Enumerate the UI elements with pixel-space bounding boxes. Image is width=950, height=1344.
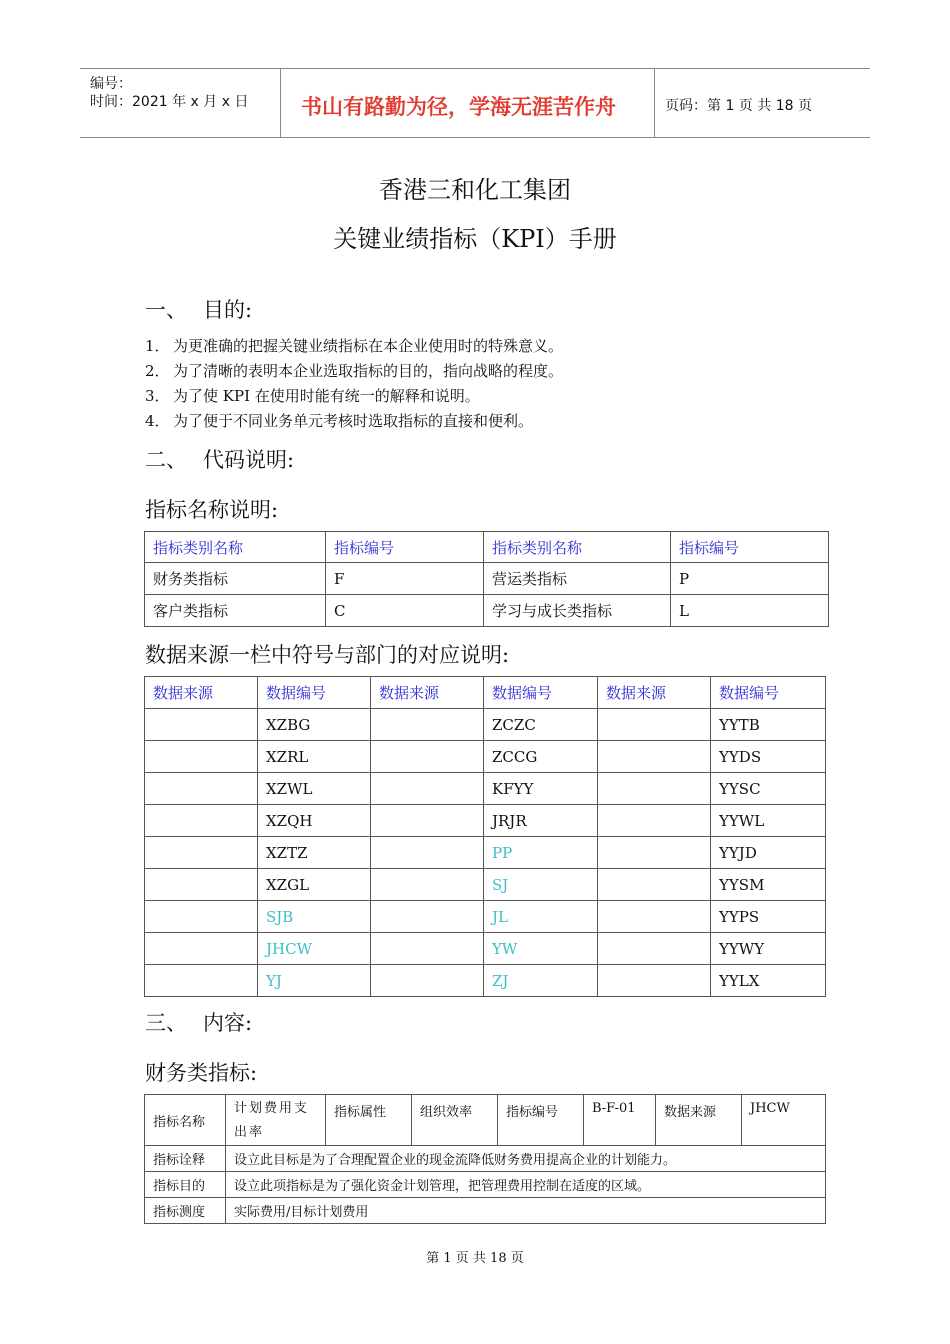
section-1-number: 一、 xyxy=(145,298,187,322)
data-code: JHCW xyxy=(258,933,371,965)
table-row xyxy=(145,1095,826,1146)
section-1-heading xyxy=(145,294,252,324)
data-code: YYWL xyxy=(711,805,826,837)
data-code: YYLX xyxy=(711,965,826,997)
data-code: YYPS xyxy=(711,901,826,933)
section-2-heading xyxy=(145,444,294,474)
row-label: 指标目的 xyxy=(145,1172,226,1198)
header-meta-cell xyxy=(80,69,281,137)
data-code: XZRL xyxy=(258,741,371,773)
purpose-item: 4． 为了便于不同业务单元考核时选取指标的直接和便利。 xyxy=(145,412,534,430)
section-2-number: 二、 xyxy=(145,448,187,472)
data-code: YYSC xyxy=(711,773,826,805)
table-header-row xyxy=(145,532,829,563)
page-footer: 第 1 页 共 18 页 xyxy=(426,1251,524,1266)
indicator-name-label: 指标名称 xyxy=(145,1095,226,1146)
table-cell: L xyxy=(671,595,829,627)
data-code: XZGL xyxy=(258,869,371,901)
table-row xyxy=(145,709,826,741)
data-code: ZCCG xyxy=(484,741,598,773)
doc-title-company: 香港三和化工集团 xyxy=(379,176,571,204)
table-row xyxy=(145,1146,826,1172)
data-code: YJ xyxy=(258,965,371,997)
table-cell: P xyxy=(671,563,829,595)
table-row xyxy=(145,773,826,805)
table-header-cell: 指标类别名称 xyxy=(484,532,671,563)
data-source-table xyxy=(144,676,826,997)
indicator-source-label: 数据来源 xyxy=(656,1095,742,1146)
data-code: YYSM xyxy=(711,869,826,901)
table-header-row xyxy=(145,677,826,709)
data-code: PP xyxy=(484,837,598,869)
data-source-subheading: 数据来源一栏中符号与部门的对应说明: xyxy=(145,643,510,667)
data-code: JRJR xyxy=(484,805,598,837)
purpose-item: 2． 为了清晰的表明本企业选取指标的目的，指向战略的程度。 xyxy=(145,362,564,380)
table-header-cell: 指标类别名称 xyxy=(145,532,326,563)
table-header-cell: 数据来源 xyxy=(145,677,258,709)
data-code: YYDS xyxy=(711,741,826,773)
doc-title-manual: 关键业绩指标（KPI）手册 xyxy=(333,225,617,253)
table-cell: 营运类指标 xyxy=(484,563,671,595)
table-row xyxy=(145,1172,826,1198)
page-info: 页码：第 1 页 共 18 页 xyxy=(665,98,812,114)
time-label: 时间：2021 年 x 月 x 日 xyxy=(90,94,249,110)
purpose-item: 3． 为了使 KPI 在使用时能有统一的解释和说明。 xyxy=(145,387,480,405)
financial-indicator-table xyxy=(144,1094,826,1224)
indicator-code-value: B-F-01 xyxy=(584,1095,656,1146)
motto: 书山有路勤为径，学海无涯苦作舟 xyxy=(301,94,616,119)
purpose-item: 1． 为更准确的把握关键业绩指标在本企业使用时的特殊意义。 xyxy=(145,337,564,355)
section-1-title: 目的: xyxy=(203,298,253,322)
data-code: YYWY xyxy=(711,933,826,965)
data-code: JL xyxy=(484,901,598,933)
page-header xyxy=(80,68,870,138)
table-cell: 学习与成长类指标 xyxy=(484,595,671,627)
indicator-name-subheading: 指标名称说明: xyxy=(145,498,279,522)
table-header-cell: 数据来源 xyxy=(371,677,484,709)
section-3-heading xyxy=(145,1007,252,1037)
indicator-source-value: JHCW xyxy=(742,1095,826,1146)
table-row xyxy=(145,1198,826,1224)
table-cell: F xyxy=(326,563,484,595)
table-row xyxy=(145,741,826,773)
section-2-title: 代码说明: xyxy=(203,448,295,472)
table-row xyxy=(145,965,826,997)
data-code: XZQH xyxy=(258,805,371,837)
row-value: 实际费用/目标计划费用 xyxy=(226,1198,826,1224)
data-code: XZTZ xyxy=(258,837,371,869)
table-row xyxy=(145,901,826,933)
data-code: SJ xyxy=(484,869,598,901)
table-header-cell: 数据编号 xyxy=(484,677,598,709)
section-3-title: 内容: xyxy=(203,1011,253,1035)
table-cell: 客户类指标 xyxy=(145,595,326,627)
row-label: 指标测度 xyxy=(145,1198,226,1224)
data-code: SJB xyxy=(258,901,371,933)
row-value: 设立此目标是为了合理配置企业的现金流降低财务费用提高企业的计划能力。 xyxy=(226,1146,826,1172)
indicator-name-value: 计划费用支出率 xyxy=(226,1095,326,1146)
financial-indicator-subheading: 财务类指标: xyxy=(145,1061,258,1085)
header-motto-cell xyxy=(281,69,655,137)
data-code: KFYY xyxy=(484,773,598,805)
table-row xyxy=(145,563,829,595)
data-code: YYJD xyxy=(711,837,826,869)
indicator-attr-value: 组织效率 xyxy=(412,1095,498,1146)
serial-label: 编号： xyxy=(90,76,132,92)
table-cell: 财务类指标 xyxy=(145,563,326,595)
header-page-cell xyxy=(655,69,870,137)
data-code: ZJ xyxy=(484,965,598,997)
indicator-category-table xyxy=(144,531,829,627)
table-row xyxy=(145,805,826,837)
data-code: ZCZC xyxy=(484,709,598,741)
row-label: 指标诠释 xyxy=(145,1146,226,1172)
table-header-cell: 数据来源 xyxy=(598,677,711,709)
data-code: XZWL xyxy=(258,773,371,805)
section-3-number: 三、 xyxy=(145,1011,187,1035)
table-header-cell: 指标编号 xyxy=(671,532,829,563)
data-code: YW xyxy=(484,933,598,965)
table-row xyxy=(145,837,826,869)
table-row xyxy=(145,933,826,965)
data-code: YYTB xyxy=(711,709,826,741)
table-row xyxy=(145,869,826,901)
table-header-cell: 数据编号 xyxy=(711,677,826,709)
table-cell: C xyxy=(326,595,484,627)
table-header-cell: 指标编号 xyxy=(326,532,484,563)
table-row xyxy=(145,595,829,627)
indicator-attr-label: 指标属性 xyxy=(326,1095,412,1146)
data-code: XZBG xyxy=(258,709,371,741)
table-header-cell: 数据编号 xyxy=(258,677,371,709)
row-value: 设立此项指标是为了强化资金计划管理，把管理费用控制在适度的区域。 xyxy=(226,1172,826,1198)
indicator-code-label: 指标编号 xyxy=(498,1095,584,1146)
